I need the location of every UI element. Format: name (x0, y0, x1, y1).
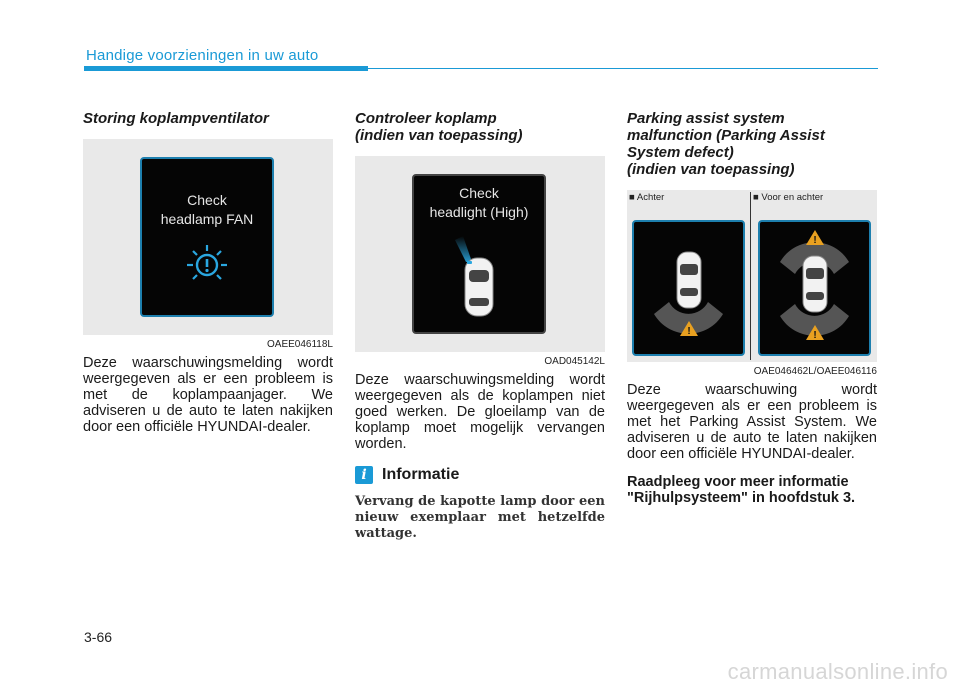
section-body: Deze waarschuwingsmelding wordt weergegeven als de koplampen niet goed werken. De gloeilamp van de koplamp moet mogelijk vervangen worden. (355, 372, 605, 452)
title-line-4: (indien van toepassing) (627, 161, 795, 178)
title-line-1: Controleer koplamp (355, 110, 497, 127)
header-rule (368, 68, 878, 69)
display-line-2: headlamp FAN (160, 211, 254, 227)
figure-check-headlight (355, 156, 605, 367)
front-rear-sensor-car-icon (760, 222, 869, 354)
display-line-1: Check (459, 185, 499, 201)
section-title (627, 110, 877, 178)
figure-parking-assist (627, 190, 877, 377)
cluster-display (140, 157, 274, 317)
header-accent-bar (84, 66, 368, 71)
svg-text:!: ! (813, 235, 817, 246)
title-line-2: (indien van toepassing) (355, 127, 523, 144)
display-line-1: Check (187, 192, 227, 208)
section-parking-assist (627, 110, 877, 506)
figure-code: OAEE046118L (267, 339, 333, 350)
info-text: Vervang de kapotte lamp door een nieuw exemplaar met hetzelfde wattage. (355, 494, 605, 541)
figure-code: OAE046462L/OAEE046116 (753, 366, 877, 377)
section-title: Storing koplampventilator (83, 110, 269, 127)
front-rear-sensor-display (758, 220, 871, 356)
figure-divider (750, 192, 751, 360)
svg-text:!: ! (687, 326, 691, 337)
label-front-rear: ■ Voor en achter (753, 192, 824, 203)
label-rear: ■ Achter (629, 192, 665, 203)
section-headlamp-fan (83, 110, 333, 435)
chapter-title: Handige voorzieningen in uw auto (86, 47, 319, 64)
title-line-3: System defect) (627, 144, 734, 161)
rear-sensor-display (632, 220, 745, 356)
page-number: 3-66 (84, 629, 113, 645)
figure-headlamp-fan (83, 139, 333, 350)
section-check-headlight (355, 110, 605, 542)
watermark: carmanualsonline.info (727, 659, 948, 684)
title-line-2: malfunction (Parking Assist (627, 127, 825, 144)
reference-note: Raadpleeg voor meer informatie "Rijhulpsysteem" in hoofdstuk 3. (627, 474, 856, 506)
info-header (355, 466, 605, 484)
section-body: Deze waarschuwing wordt weergegeven als er een probleem is met het Parking Assist System. We adviseren u de auto te laten nakijken door een officiële HYUNDAI-dealer. (627, 382, 877, 462)
headlamp-warning-icon (185, 243, 229, 287)
display-line-2: headlight (High) (429, 204, 529, 220)
svg-text:!: ! (813, 330, 817, 341)
figure-code: OAD045142L (544, 356, 605, 367)
info-title: Informatie (382, 466, 460, 483)
title-line-1: Parking assist system (627, 110, 785, 127)
car-headlight-icon (449, 228, 509, 328)
cluster-display (412, 174, 546, 334)
info-icon: i (355, 466, 373, 484)
section-title (355, 110, 605, 144)
section-body: Deze waarschuwingsmelding wordt weergegeven als er een probleem is met de koplampaanjager. We adviseren u de auto te laten nakijken door een officiële HYUNDAI-dealer. (83, 355, 333, 435)
rear-sensor-car-icon (634, 222, 743, 354)
